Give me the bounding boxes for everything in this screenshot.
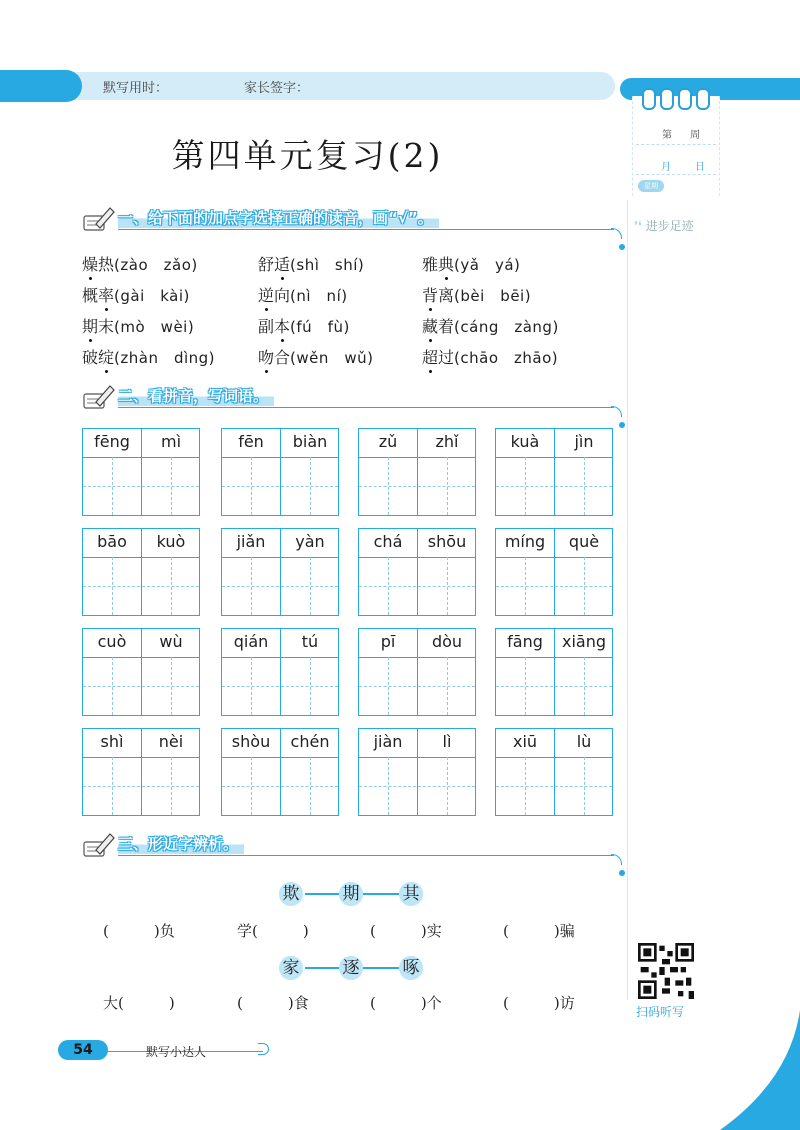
character: 概 (82, 286, 99, 305)
character: 离 (438, 286, 455, 305)
progress-label: 进步足迹 (645, 219, 694, 233)
pronunciation-question[interactable] (422, 345, 558, 368)
pinyin-syllable: lì (442, 732, 452, 751)
writing-box[interactable] (221, 728, 339, 816)
character: 过 (438, 348, 455, 367)
writing-box[interactable] (495, 428, 613, 516)
pronunciation-question[interactable] (422, 314, 559, 337)
pinyin-options[interactable]: (shì shí) (290, 256, 365, 274)
character: 合 (274, 348, 291, 367)
dotted-character: 适 (274, 252, 290, 275)
writing-box[interactable] (358, 628, 476, 716)
section-3-title: 三、形近字辨析。 (118, 833, 244, 854)
writing-box[interactable] (82, 728, 200, 816)
calendar-line (636, 174, 716, 175)
pinyin-syllable: nèi (158, 732, 184, 751)
writing-box[interactable] (82, 428, 200, 516)
pinyin-options[interactable]: (yǎ yá) (454, 256, 521, 274)
dotted-character: 绽 (98, 345, 114, 368)
ring-icon (696, 88, 710, 110)
pinyin-syllable: cuò (97, 632, 127, 651)
pronunciation-question[interactable] (258, 314, 350, 337)
pinyin-syllable: zhǐ (435, 432, 459, 451)
pinyin-syllable: yàn (295, 532, 325, 551)
char-bubble: 逐 (337, 954, 365, 982)
section-2-header (82, 380, 622, 414)
pinyin-syllable: zǔ (378, 432, 398, 451)
pinyin-syllable: míng (504, 532, 546, 551)
fill-blank[interactable]: ( )食 (237, 994, 309, 1012)
pinyin-options[interactable]: (chāo zhāo) (454, 349, 559, 367)
writing-box[interactable] (221, 528, 339, 616)
pinyin-syllable: lù (576, 732, 592, 751)
dotted-character: 逆 (258, 283, 274, 306)
pinyin-options[interactable]: (bèi bēi) (454, 287, 532, 305)
pinyin-syllable: kuò (156, 532, 186, 551)
fill-blank[interactable]: 学( ) (237, 922, 309, 940)
writing-box[interactable] (358, 528, 476, 616)
fill-blank[interactable]: ( )实 (370, 922, 442, 940)
pinyin-syllable: dòu (431, 632, 463, 651)
fill-blank[interactable]: ( )负 (103, 922, 175, 940)
writing-box[interactable] (221, 628, 339, 716)
char-bubble: 期 (337, 880, 365, 908)
char-bubble: 啄 (397, 954, 425, 982)
pinyin-syllable: mì (160, 432, 182, 451)
fill-blank[interactable]: ( )骗 (503, 922, 575, 940)
pinyin-syllable: bāo (97, 532, 127, 551)
dotted-character: 典 (438, 252, 454, 275)
pencil-icon (82, 382, 116, 412)
writing-box[interactable] (82, 628, 200, 716)
pinyin-options[interactable]: (cáng zàng) (454, 318, 559, 336)
header-tab (0, 70, 82, 102)
section-3-header (82, 828, 622, 862)
dotted-character: 本 (274, 314, 290, 337)
pinyin-syllable: què (568, 532, 600, 551)
parent-signature-label: 家长签字： (244, 81, 310, 96)
section-2-title: 二、看拼音，写词语。 (118, 385, 274, 406)
month-label: 月 (661, 162, 671, 173)
corner-decoration (720, 1010, 800, 1130)
section-1-header (82, 202, 622, 236)
dotted-character: 期 (82, 314, 98, 337)
pronunciation-question[interactable] (258, 345, 374, 368)
char-bubble: 其 (397, 880, 425, 908)
weekday-badge: 星期 (638, 180, 664, 192)
ring-icon (660, 88, 674, 110)
pinyin-options[interactable]: (nì ní) (290, 287, 348, 305)
pinyin-syllable: tú (301, 632, 319, 651)
dotted-character: 燥 (82, 252, 98, 275)
day-label: 日 (695, 162, 705, 173)
pinyin-syllable: fēn (238, 432, 264, 451)
page-number: 54 (73, 1042, 93, 1058)
pinyin-syllable: xiāng (561, 632, 606, 651)
pronunciation-question[interactable] (258, 252, 364, 275)
ring-icon (642, 88, 656, 110)
dotted-character: 吻 (258, 345, 274, 368)
char-bubble: 欺 (277, 880, 305, 908)
pinyin-options[interactable]: (fú fù) (290, 318, 350, 336)
pronunciation-question[interactable] (82, 252, 198, 275)
writing-box[interactable] (358, 728, 476, 816)
pencil-icon (82, 204, 116, 234)
fill-blank[interactable]: ( )访 (503, 994, 575, 1012)
margin-line (627, 200, 628, 1000)
writing-box[interactable] (358, 428, 476, 516)
pinyin-syllable: shì (100, 732, 124, 751)
pronunciation-question[interactable] (422, 283, 531, 306)
footer-hook (258, 1043, 269, 1055)
character: 末 (98, 317, 115, 336)
pinyin-syllable: jiǎn (236, 532, 266, 551)
character: 热 (98, 255, 115, 274)
qr-code-icon[interactable] (638, 943, 694, 999)
pinyin-syllable: fēng (94, 432, 130, 451)
dotted-character: 率 (98, 283, 114, 306)
pronunciation-question[interactable] (82, 283, 190, 306)
character: 副 (258, 317, 275, 336)
fill-blank[interactable]: 大( ) (103, 994, 175, 1012)
writing-box[interactable] (495, 628, 613, 716)
pinyin-syllable: jiàn (373, 732, 403, 751)
pinyin-options[interactable]: (wěn wǔ) (290, 349, 374, 367)
pinyin-syllable: biàn (292, 432, 328, 451)
character: 着 (438, 317, 455, 336)
pronunciation-question[interactable] (422, 252, 520, 275)
ring-icon (678, 88, 692, 110)
pinyin-options[interactable]: (zào zǎo) (114, 256, 198, 274)
calendar-line (636, 144, 716, 145)
page-title: 第四单元复习(2) (171, 136, 444, 175)
fill-blank[interactable]: ( )个 (370, 994, 442, 1012)
pinyin-syllable: kuà (510, 432, 540, 451)
character: 向 (274, 286, 291, 305)
pinyin-syllable: xiū (512, 732, 538, 751)
writing-box[interactable] (495, 528, 613, 616)
pronunciation-question[interactable] (82, 345, 215, 368)
series-name: 默写小达人 (146, 1045, 207, 1059)
pinyin-options[interactable]: (mò wèi) (114, 318, 195, 336)
dotted-character: 藏 (422, 314, 438, 337)
pinyin-options[interactable]: (gài kài) (114, 287, 190, 305)
footprint-icon: ❜❛ (634, 219, 642, 233)
pronunciation-question[interactable] (258, 283, 348, 306)
pinyin-syllable: shōu (427, 532, 467, 551)
dotted-character: 超 (422, 345, 438, 368)
dotted-character: 背 (422, 283, 438, 306)
writing-box[interactable] (221, 428, 339, 516)
pinyin-syllable: wù (159, 632, 183, 651)
character: 破 (82, 348, 99, 367)
dictation-time-label: 默写用时： (103, 81, 169, 96)
pencil-icon (82, 830, 116, 860)
week-suffix: 周 (690, 130, 700, 141)
progress-footprints (634, 217, 694, 234)
pinyin-syllable: qián (233, 632, 269, 651)
section-1-title: 一、给下面的加点字选择正确的读音，画“√”。 (118, 207, 439, 228)
writing-box[interactable] (82, 528, 200, 616)
pinyin-syllable: fāng (507, 632, 543, 651)
pinyin-syllable: pī (380, 632, 396, 651)
pinyin-syllable: chá (373, 532, 403, 551)
qr-label: 扫码听写 (636, 1005, 685, 1019)
pinyin-options[interactable]: (zhàn dìng) (114, 349, 216, 367)
pinyin-syllable: jìn (574, 432, 594, 451)
character: 雅 (422, 255, 439, 274)
character: 舒 (258, 255, 275, 274)
writing-box[interactable] (495, 728, 613, 816)
week-prefix: 第 (662, 130, 672, 141)
pinyin-syllable: shòu (231, 732, 271, 751)
pronunciation-question[interactable] (82, 314, 194, 337)
pinyin-syllable: chén (290, 732, 330, 751)
char-bubble: 家 (277, 954, 305, 982)
